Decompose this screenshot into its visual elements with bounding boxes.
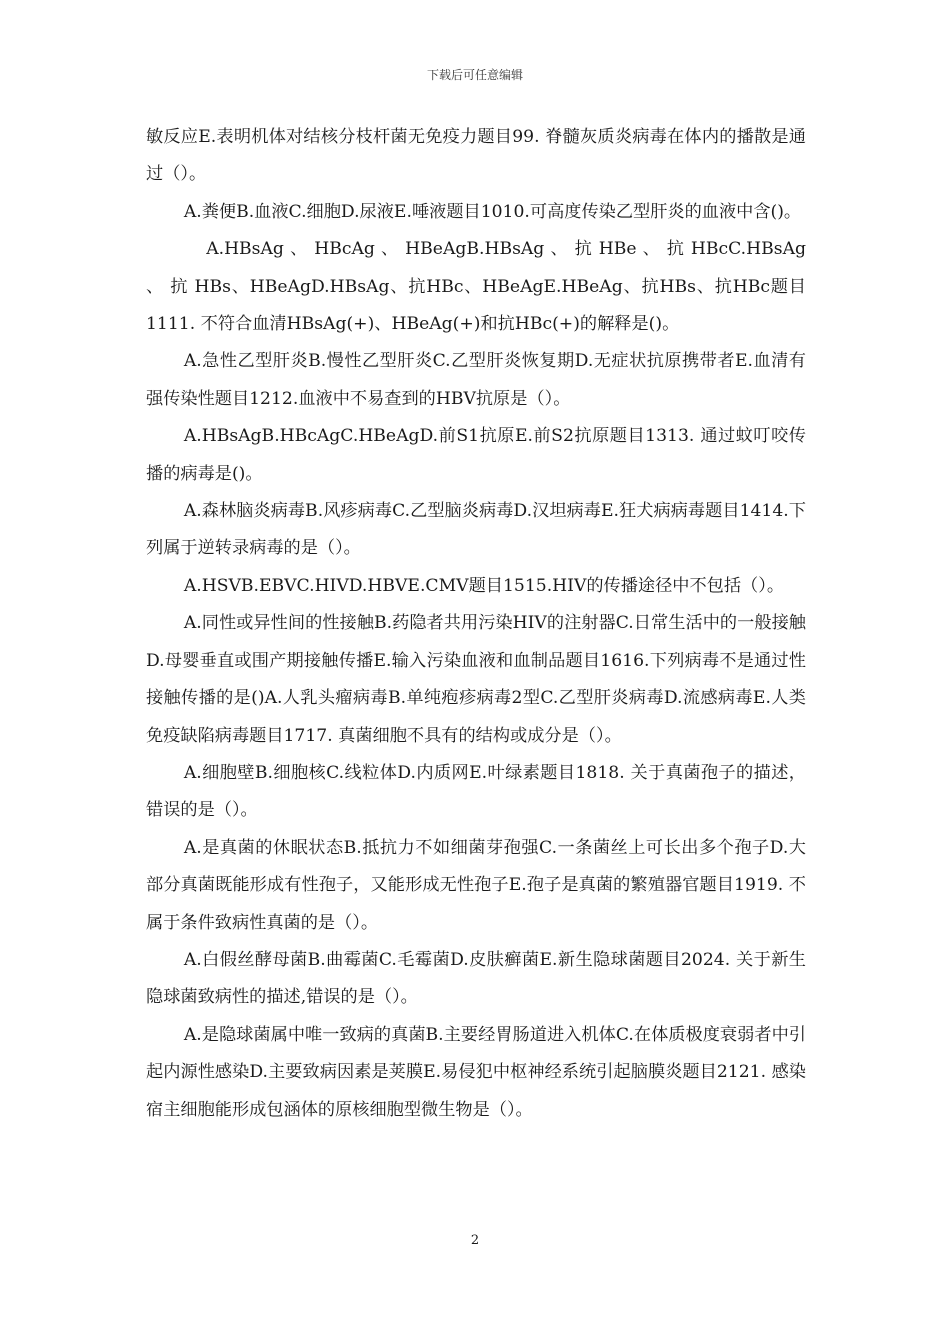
paragraph-2: A.粪便B.血液C.细胞D.尿液E.唾液题目1010.可高度传染乙型肝炎的血液中含()。 [183,201,802,222]
paragraph-11: A.白假丝酵母菌B.曲霉菌C.毛霉菌D.皮肤癣菌E.新生隐球菌题目2024. 关于新生隐球菌致病性的描述,错误的是（）。 [146,949,806,1008]
paragraph-9: A.细胞壁B.细胞核C.线粒体D.内质网E.叶绿素题目1818. 关于真菌孢子的描述，错误的是（）。 [146,762,806,821]
paragraph-6: A.森林脑炎病毒B.风疹病毒C.乙型脑炎病毒D.汉坦病毒E.狂犬病病毒题目1414.下列属于逆转录病毒的是（）。 [146,501,806,559]
paragraph-8: A.同性或异性间的性接触B.药隐者共用污染HIV的注射器C.日常生活中的一般接触D.母婴垂直或围产期接触传播E.输入污染血液和血制品题目1616.下列病毒不是通过性接触传播的是()A.人乳头瘤病毒B.单纯疱疹病毒2型C.乙型肝炎病毒D.流感病毒E.人类免疫缺陷病毒题目1717. 真菌细胞不具有的结构或成分是（）。 [146,613,806,746]
page-header: 下载后可任意编辑 [426,68,523,82]
paragraph-12: A.是隐球菌属中唯一致病的真菌B.主要经胃肠道进入机体C.在体质极度衰弱者中引起内源性感染D.主要致病因素是荚膜E.易侵犯中枢神经系统引起脑膜炎题目2121. 感染宿主细胞能形成包涵体的原核细胞型微生物是（）。 [146,1024,806,1120]
page-number: 2 [470,1233,480,1248]
paragraph-1: 敏反应E.表明机体对结核分枝杆菌无免疫力题目99. 脊髓灰质炎病毒在体内的播散是通过（）。 [146,127,806,185]
paragraph-3: A.HBsAg 、 HBcAg 、 HBeAgB.HBsAg 、 抗 HBe 、 抗 HBcC.HBsAg 、 抗 HBs、HBeAgD.HBsAg、抗HBc、HBeAgE.HBeAg、抗HBs、抗HBc题目1111. 不符合血清HBsAg(+)、HBeAg(+)和抗HBc(+)的解释是()。 [146,239,806,335]
paragraph-4: A.急性乙型肝炎B.慢性乙型肝炎C.乙型肝炎恢复期D.无症状抗原携带者E.血清有强传染性题目1212.血液中不易查到的HBV抗原是（）。 [146,351,806,409]
paragraph-5: A.HBsAgB.HBcAgC.HBeAgD.前S1抗原E.前S2抗原题目1313. 通过蚊叮咬传播的病毒是()。 [146,426,806,484]
paragraph-7: A.HSVB.EBVC.HIVD.HBVE.CMV题目1515.HIV的传播途径中不包括（）。 [183,575,785,596]
document-body [146,119,806,1129]
paragraph-10: A.是真菌的休眠状态B.抵抗力不如细菌芽孢强C.一条菌丝上可长出多个孢子D.大部分真菌既能形成有性孢子，又能形成无性孢子E.孢子是真菌的繁殖器官题目1919. 不属于条件致病性真菌的是（）。 [146,837,806,933]
